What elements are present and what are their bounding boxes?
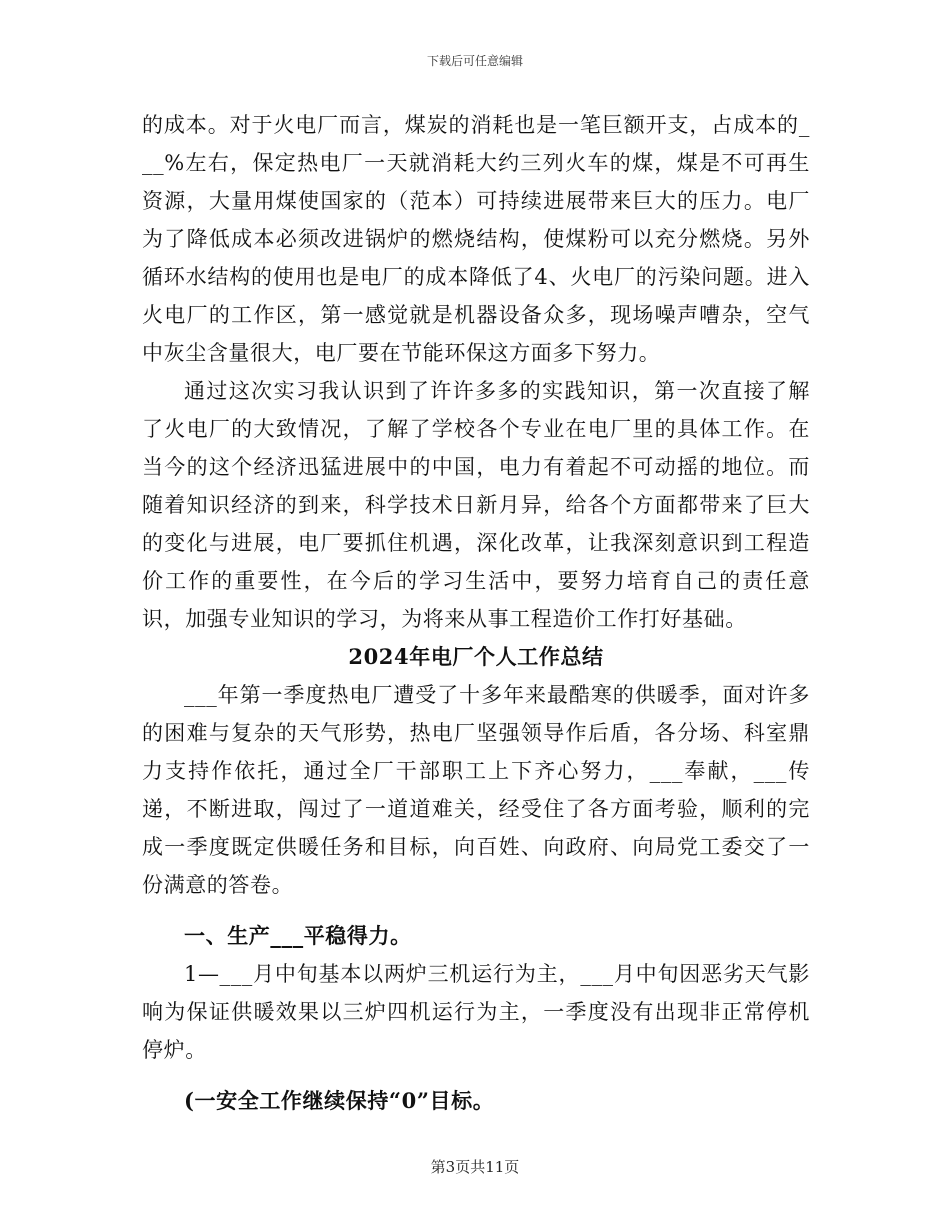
heading-safety: (一安全工作继续保持“0”目标。 [184, 1088, 495, 1113]
paragraph-cost: 的成本。对于火电厂而言，煤炭的消耗也是一笔巨额开支，占成本的___%左右，保定热电厂一天就消耗大约三列火车的煤，煤是不可再生资源，大量用煤使国家的（范本）可持续进展带来巨大的压力。电厂为了降低成本必须改进锅炉的燃烧结构，使煤粉可以充分燃烧。另外循环水结构的使用也是电厂的成本降低了4、火电厂的污染问题。进入火电厂的工作区，第一感觉就是机器设备众多，现场噪声嘈杂，空气中灰尘含量很大，电厂要在节能环保这方面多下努力。 [142, 113, 810, 365]
paragraph-first-quarter: ___年第一季度热电厂遭受了十多年来最酷寒的供暖季，面对许多的困难与复杂的天气形势，热电厂坚强领导作后盾，各分场、科室鼎力支持作依托，通过全厂干部职工上下齐心努力，___奉献，___传递，不断进取，闯过了一道道难关，经受住了各方面考验，顺利的完成一季度既定供暖任务和目标，向百姓、向政府、向局党工委交了一份满意的答卷。 [142, 683, 810, 897]
paragraph-operation: 1—___月中旬基本以两炉三机运行为主，___月中旬因恶劣天气影响为保证供暖效果以三炉四机运行为主，一季度没有出现非正常停机停炉。 [142, 962, 810, 1062]
section-title: 2024年电厂个人工作总结 [348, 644, 604, 669]
page-number: 第3页共11页 [430, 1158, 520, 1176]
spacer [142, 1069, 810, 1082]
header-note: 下载后可任意编辑 [426, 54, 523, 68]
heading-production: 一、生产___平稳得力。 [184, 923, 412, 948]
paragraph-internship: 通过这次实习我认识到了许许多多的实践知识，第一次直接了解了火电厂的大致情况，了解了学校各个专业在电厂里的具体工作。在当今的这个经济迅猛进展中的中国，电力有着起不可动摇的地位。而随着知识经济的到来，科学技术日新月异，给各个方面都带来了巨大的变化与进展，电厂要抓住机遇，深化改革，让我深刻意识到工程造价工作的重要性，在今后的学习生活中，要努力培育自己的责任意识，加强专业知识的学习，为将来从事工程造价工作打好基础。 [142, 379, 810, 631]
document-body [142, 106, 810, 1120]
spacer [142, 904, 810, 917]
